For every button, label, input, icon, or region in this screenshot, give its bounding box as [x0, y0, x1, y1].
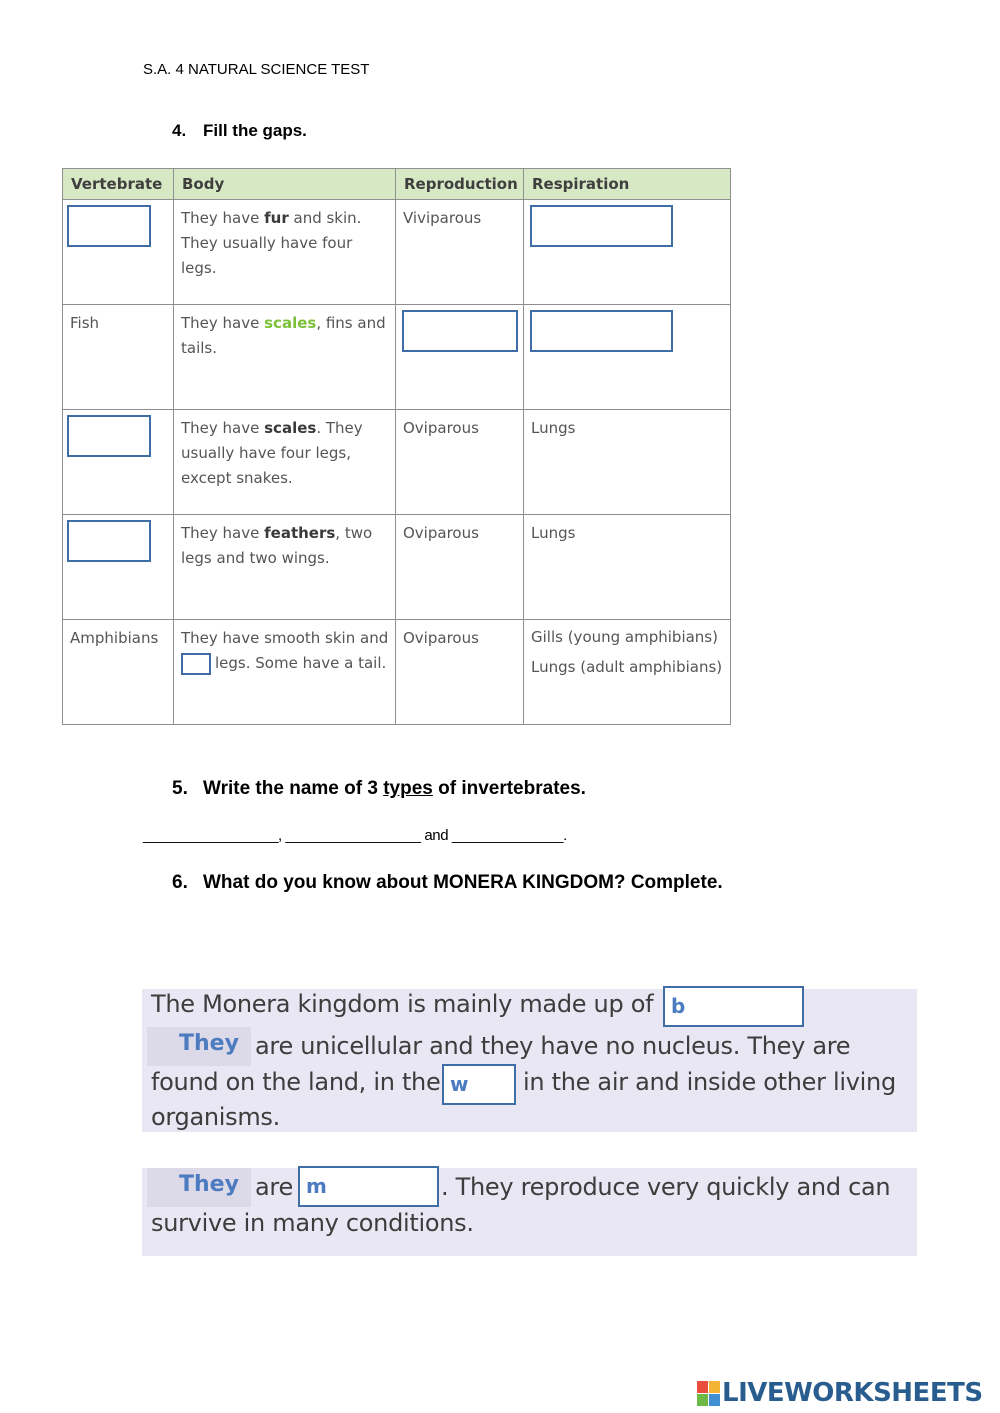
- vertebrate-cell: Amphibians: [63, 620, 174, 725]
- vertebrate-gap-input[interactable]: [67, 415, 151, 457]
- vertebrates-table: [62, 168, 730, 724]
- question-4-title: [172, 121, 307, 141]
- header-reproduction: Reproduction: [396, 169, 524, 200]
- monera-line-2: are unicellular and they have no nucleus. They are: [255, 1032, 851, 1060]
- bacteria-gap-input[interactable]: b: [663, 986, 804, 1027]
- body-cell: They have smooth skin and legs. Some have a tail.: [174, 620, 396, 725]
- vertebrate-cell: [63, 200, 174, 305]
- logo-text: LIVEWORKSHEETS: [722, 1378, 983, 1408]
- question-number: 5.: [172, 778, 188, 799]
- monera-line-6: survive in many conditions.: [151, 1209, 474, 1237]
- question-text: What do you know about MONERA KINGDOM? Complete.: [203, 872, 723, 893]
- legs-gap-input[interactable]: [181, 653, 211, 675]
- vertebrate-gap-input[interactable]: [67, 205, 151, 247]
- question-number: 6.: [172, 872, 188, 893]
- reproduction-cell: Viviparous: [396, 200, 524, 305]
- vertebrate-cell: [63, 515, 174, 620]
- table-row: [63, 410, 731, 515]
- body-cell: They have feathers, two legs and two wings.: [174, 515, 396, 620]
- respiration-gap-input[interactable]: [530, 205, 673, 247]
- header-respiration: Respiration: [524, 169, 731, 200]
- reproduction-cell: Oviparous: [396, 620, 524, 725]
- reproduction-cell: [396, 305, 524, 410]
- underlined-word: types: [383, 778, 433, 799]
- reproduction-cell: Oviparous: [396, 515, 524, 620]
- respiration-cell: [524, 200, 731, 305]
- respiration-cell: Lungs: [524, 515, 731, 620]
- monera-line-4: organisms.: [151, 1103, 280, 1131]
- respiration-cell: [524, 305, 731, 410]
- body-cell: They have scales, fins and tails.: [174, 305, 396, 410]
- vertebrate-gap-input[interactable]: [67, 520, 151, 562]
- they-label: They: [147, 1168, 251, 1207]
- respiration-gap-input[interactable]: [530, 310, 673, 352]
- body-cell: They have scales. They usually have four legs, except snakes.: [174, 410, 396, 515]
- vertebrate-cell: [63, 410, 174, 515]
- table-row: [63, 515, 731, 620]
- table-row: [63, 620, 731, 725]
- microscopic-gap-input[interactable]: m: [298, 1166, 439, 1207]
- question-number: 4.: [172, 121, 187, 140]
- table-row: [63, 200, 731, 305]
- question-5-title: 5. Write the name of 3 types of invertebrates.: [172, 778, 586, 799]
- liveworksheets-logo: [697, 1378, 983, 1408]
- vertebrate-cell: Fish: [63, 305, 174, 410]
- liveworksheets-logo-icon: [697, 1381, 719, 1405]
- monera-line-5b: . They reproduce very quickly and can: [441, 1173, 891, 1201]
- table-header-row: [63, 169, 731, 200]
- header-body: Body: [174, 169, 396, 200]
- body-cell: They have fur and skin. They usually have four legs.: [174, 200, 396, 305]
- monera-line-5a: are: [255, 1173, 293, 1201]
- question-6-title: [172, 872, 723, 894]
- reproduction-cell: Oviparous: [396, 410, 524, 515]
- monera-line-1: The Monera kingdom is mainly made up of: [151, 990, 654, 1018]
- reproduction-gap-input[interactable]: [402, 310, 518, 352]
- monera-line-3b: in the air and inside other living: [523, 1068, 896, 1096]
- test-title: S.A. 4 NATURAL SCIENCE TEST: [143, 61, 370, 78]
- respiration-cell: Lungs: [524, 410, 731, 515]
- header-vertebrate: Vertebrate: [63, 169, 174, 200]
- water-gap-input[interactable]: w: [442, 1064, 516, 1105]
- panel-divider: [142, 1132, 917, 1168]
- table-row: [63, 305, 731, 410]
- question-text: Fill the gaps.: [203, 121, 307, 140]
- they-label: They: [147, 1027, 251, 1066]
- monera-line-3a: found on the land, in the: [151, 1068, 441, 1096]
- invertebrates-blank-lines[interactable]: _________________, _________________ and ______________.: [143, 827, 567, 844]
- respiration-cell: Gills (young amphibians) Lungs (adult amphibians): [524, 620, 731, 725]
